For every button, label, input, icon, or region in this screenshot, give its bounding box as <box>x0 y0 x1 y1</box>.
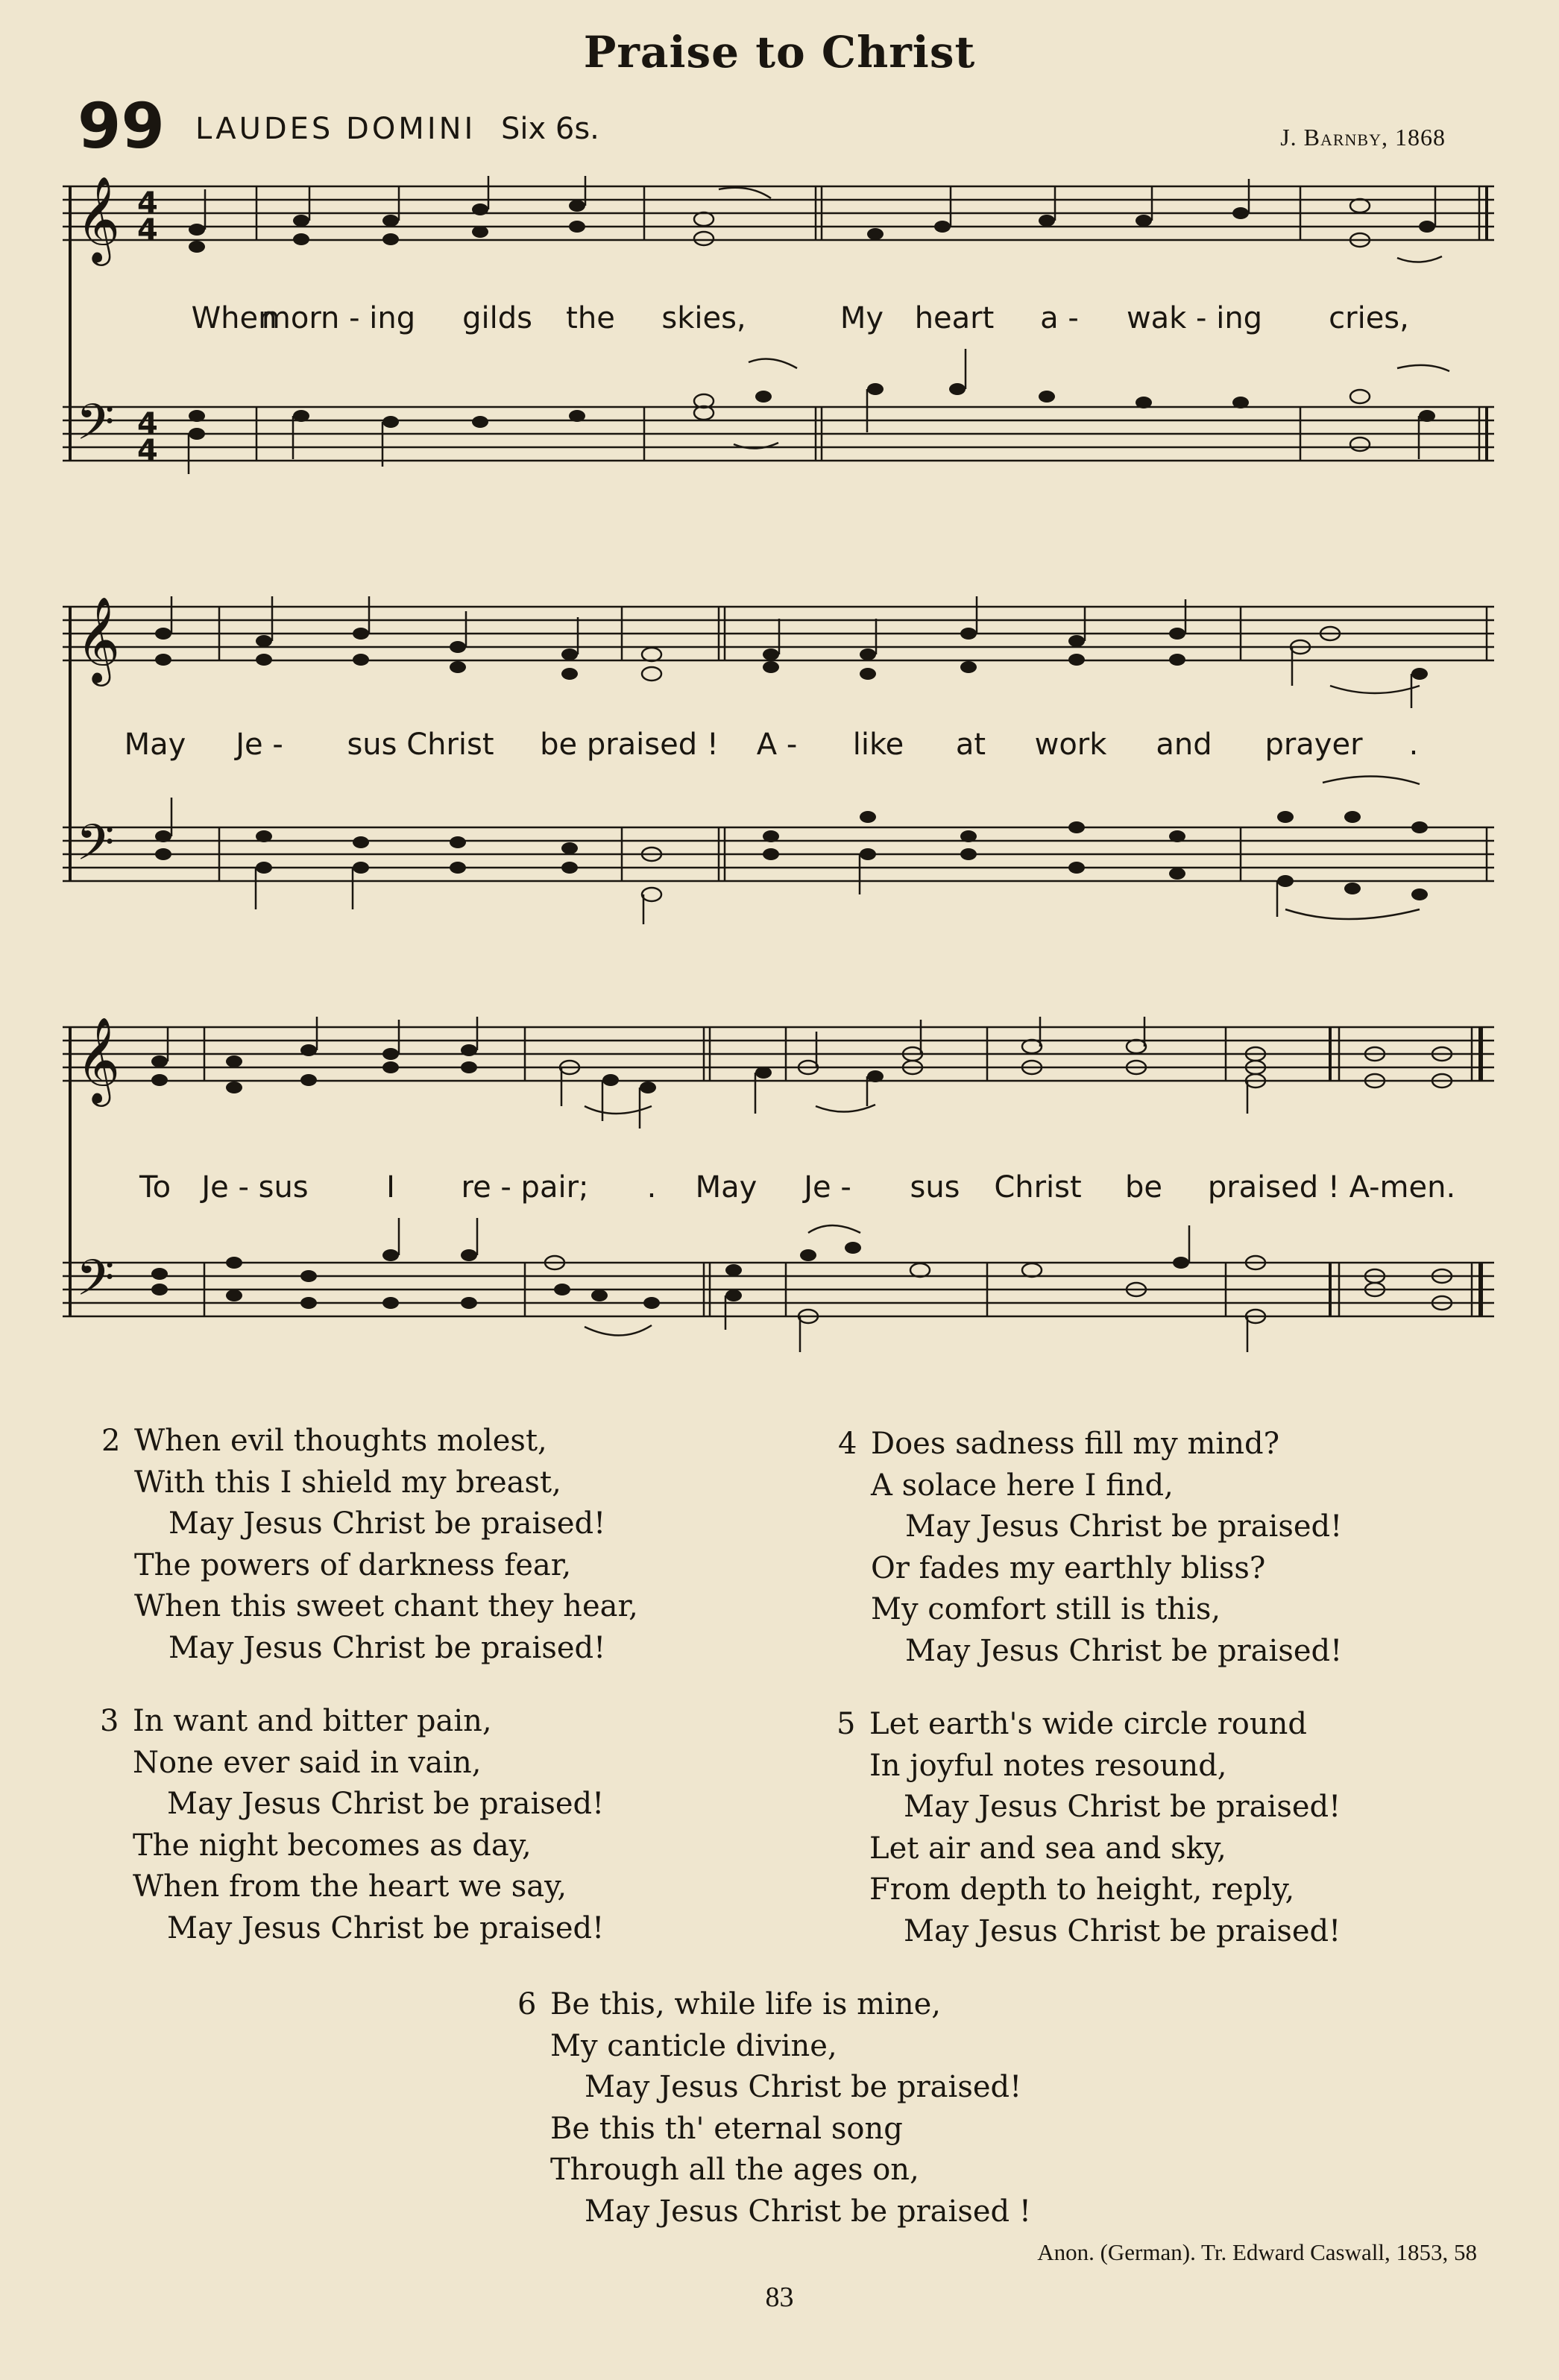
composer-credit: J. Barnby, 1868 <box>1280 124 1446 151</box>
verse-line: The powers of darkness fear, <box>134 1547 572 1582</box>
svg-text:𝄢: 𝄢 <box>76 814 115 883</box>
music-system-2 <box>63 596 1494 924</box>
syllable: a - <box>1040 301 1079 335</box>
verse-number: 4 <box>838 1427 857 1461</box>
verse-number: 6 <box>517 1987 537 2021</box>
verse-line: Or fades my earthly bliss? <box>871 1550 1266 1585</box>
verse-line: In want and bitter pain, <box>133 1704 492 1738</box>
syllable: A - <box>756 727 798 762</box>
lyrics-line-2 <box>63 727 1494 772</box>
hymn-number: 99 <box>78 89 165 162</box>
svg-text:𝄞: 𝄞 <box>76 176 121 262</box>
verse-line: Does sadness fill my mind? <box>871 1427 1280 1461</box>
syllable: May <box>695 1170 758 1205</box>
verse-4 <box>838 1424 1343 1672</box>
syllable: and <box>1156 727 1212 762</box>
svg-text:4: 4 <box>137 213 158 247</box>
syllable: sus <box>910 1170 960 1205</box>
verse-line: May Jesus Christ be praised ! <box>585 2194 1031 2229</box>
syllable: the <box>566 301 615 335</box>
syllable: . <box>646 1170 657 1205</box>
svg-text:4: 4 <box>137 186 158 221</box>
svg-text:𝄞: 𝄞 <box>76 596 121 683</box>
verse-line: May Jesus Christ be praised! <box>905 1509 1343 1544</box>
verse-line: When evil thoughts molest, <box>134 1424 547 1458</box>
verse-line: May Jesus Christ be praised! <box>169 1506 606 1541</box>
verse-5 <box>837 1704 1341 1952</box>
syllable: praised ! A-men. <box>1207 1170 1456 1205</box>
verse-number: 5 <box>837 1707 856 1741</box>
syllable: Je - <box>804 1170 851 1205</box>
syllable: cries, <box>1329 301 1409 335</box>
lyrics-line-3 <box>63 1170 1494 1215</box>
syllable: When <box>191 301 277 335</box>
syllable: wak - ing <box>1126 301 1263 335</box>
syllable: heart <box>914 301 995 335</box>
lyrics-line-1 <box>63 301 1494 346</box>
verse-3 <box>100 1701 605 1949</box>
verse-line: May Jesus Christ be praised! <box>904 1913 1341 1948</box>
verse-line: Through all the ages on, <box>550 2153 919 2187</box>
syllable: May <box>124 727 186 762</box>
svg-text:𝄢: 𝄢 <box>76 1249 115 1319</box>
syllable: Christ <box>994 1170 1082 1205</box>
verse-line: Let earth's wide circle round <box>869 1707 1307 1741</box>
syllable: skies, <box>661 301 746 335</box>
syllable: . <box>1408 727 1419 762</box>
verse-line: My comfort still is this, <box>871 1592 1221 1626</box>
verse-2 <box>101 1421 638 1669</box>
verse-line: My canticle divine, <box>550 2028 837 2063</box>
syllable: My <box>840 301 884 335</box>
tune-name: LAUDES DOMINI <box>195 112 476 146</box>
music-system-3 <box>63 1017 1494 1374</box>
verse-line: A solace here I find, <box>871 1468 1174 1503</box>
meter: Six 6s. <box>501 112 599 146</box>
syllable: I <box>386 1170 395 1205</box>
verse-number: 2 <box>101 1424 121 1458</box>
verse-line: Let air and sea and sky, <box>869 1831 1226 1866</box>
verse-line: Be this, while life is mine, <box>550 1987 942 2021</box>
verse-line: When from the heart we say, <box>133 1869 567 1904</box>
svg-text:4: 4 <box>137 434 158 468</box>
svg-text:𝄞: 𝄞 <box>76 1017 121 1103</box>
syllable: sus Christ <box>347 727 494 762</box>
syllable: Je - sus <box>201 1170 309 1205</box>
verse-line: May Jesus Christ be praised! <box>169 1630 606 1665</box>
verse-line: May Jesus Christ be praised! <box>905 1633 1343 1668</box>
svg-text:4: 4 <box>137 407 158 441</box>
verse-line: With this I shield my breast, <box>134 1465 561 1500</box>
verse-line: May Jesus Christ be praised! <box>585 2070 1022 2104</box>
syllable: be <box>1125 1170 1162 1205</box>
syllable: gilds <box>462 301 532 335</box>
verse-line: When this sweet chant they hear, <box>134 1589 638 1623</box>
verse-line: None ever said in vain, <box>133 1745 482 1780</box>
syllable: Je - <box>236 727 283 762</box>
syllable: morn - ing <box>261 301 416 335</box>
verse-line: May Jesus Christ be praised! <box>167 1910 605 1945</box>
page-number: 83 <box>765 2282 794 2313</box>
verse-line: May Jesus Christ be praised! <box>904 1790 1341 1824</box>
verse-line: In joyful notes resound, <box>869 1748 1227 1783</box>
syllable: like <box>852 727 904 762</box>
syllable: at <box>955 727 986 762</box>
verse-line: May Jesus Christ be praised! <box>167 1787 605 1821</box>
verse-line: From depth to height, reply, <box>869 1872 1295 1907</box>
svg-text:𝄢: 𝄢 <box>76 394 115 463</box>
syllable: prayer <box>1264 727 1363 762</box>
text-attribution: Anon. (German). Tr. Edward Caswall, 1853, 58 <box>1037 2239 1477 2265</box>
syllable: re - pair; <box>461 1170 589 1205</box>
music-system-1 <box>63 176 1494 489</box>
syllable: be praised ! <box>540 727 719 762</box>
section-title: Praise to Christ <box>583 27 976 78</box>
verse-line: Be this th' eternal song <box>550 2111 903 2146</box>
syllable: work <box>1034 727 1107 762</box>
verse-line: The night becomes as day, <box>133 1828 532 1863</box>
verse-number: 3 <box>100 1704 119 1738</box>
syllable: To <box>139 1170 171 1205</box>
verse-6 <box>517 1984 1031 2232</box>
